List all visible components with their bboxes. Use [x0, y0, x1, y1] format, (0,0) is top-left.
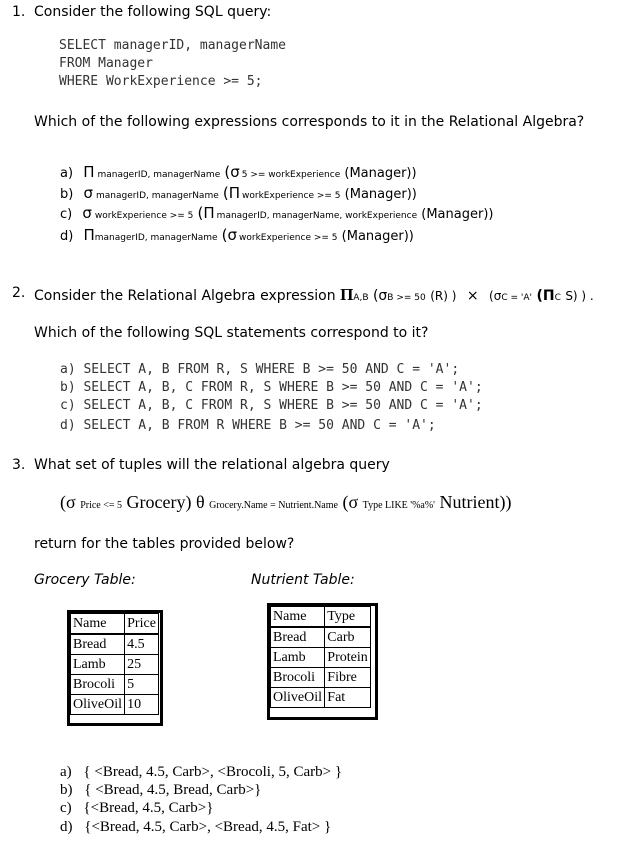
sigma-symbol: σ — [83, 184, 93, 202]
q1-option-b — [60, 184, 417, 202]
table-row — [271, 668, 371, 688]
selection-subscript-2: Type LIKE '%a%' — [362, 500, 435, 511]
selection-subscript: B >= 50 — [387, 293, 426, 303]
pi-symbol: Π — [83, 226, 95, 244]
sigma-symbol: (σ — [224, 163, 240, 181]
relation-text: (Manager)) — [341, 229, 414, 244]
q3-title: What set of tuples will the relational algebra query — [34, 457, 390, 473]
table-header-row — [271, 607, 371, 628]
q1-option-d — [60, 226, 414, 244]
relation-text: (Manager)) — [344, 187, 417, 202]
cell: Fat — [325, 688, 371, 708]
cell: Bread — [271, 627, 325, 648]
pi-symbol: (Π — [222, 184, 241, 202]
projection-subscript: workExperience >= 5 — [242, 191, 341, 201]
cell: OliveOil — [71, 695, 125, 715]
answer-text: {<Bread, 4.5, Carb>, <Bread, 4.5, Fat> } — [84, 819, 332, 835]
q2-option-a: a) SELECT A, B FROM R, S WHERE B >= 50 AND C = 'A'; — [60, 362, 460, 377]
cell: 25 — [125, 655, 159, 675]
selection-subscript: 5 >= workExperience — [241, 170, 341, 180]
projection-subscript-2: C — [554, 293, 561, 303]
table-header-row — [71, 614, 159, 635]
selection-subscript: Price <= 5 — [80, 500, 123, 511]
grocery-table-label: Grocery Table: — [34, 572, 136, 588]
q1-sql-line-1: SELECT managerID, managerName — [59, 38, 286, 53]
pi-symbol: Π — [340, 285, 354, 304]
join-subscript: Grocery.Name = Nutrient.Name — [209, 500, 338, 511]
q1-option-c — [60, 204, 493, 222]
cell: 5 — [125, 675, 159, 695]
sigma-symbol-2: (σ — [342, 492, 359, 512]
answer-label: b) — [60, 782, 73, 798]
q3-number: 3. — [12, 457, 26, 473]
selection-subscript: workExperience >= 5 — [239, 233, 338, 243]
table-row — [71, 655, 159, 675]
relation-nutrient: Nutrient)) — [439, 492, 512, 512]
pi-symbol: (Π — [197, 204, 215, 222]
cell: Bread — [71, 634, 125, 655]
cell: Fibre — [325, 668, 371, 688]
table-row — [71, 695, 159, 715]
q2-option-d: d) SELECT A, B FROM R WHERE B >= 50 AND C = 'A'; — [60, 418, 436, 433]
cell: OliveOil — [271, 688, 325, 708]
table-row — [271, 627, 371, 648]
projection-subscript: managerID, managerName, workExperience — [216, 211, 418, 221]
option-label: d) — [60, 229, 74, 244]
projection-subscript: managerID, managerName — [94, 233, 218, 243]
table-row — [271, 688, 371, 708]
q2-title: Consider the Relational Algebra expression — [34, 288, 336, 304]
header-type: Type — [325, 607, 371, 628]
q1-question: Which of the following expressions corresponds to it in the Relational Algebra? — [34, 114, 585, 130]
answer-label: d) — [60, 819, 73, 835]
q1-sql-line-3: WHERE WorkExperience >= 5; — [59, 74, 263, 89]
cell: Protein — [325, 648, 371, 668]
table-row — [271, 648, 371, 668]
q3-return-text: return for the tables provided below? — [34, 536, 295, 552]
q3-answer-b — [60, 782, 261, 799]
projection-subscript: A,B — [353, 293, 369, 303]
pi-symbol: Π — [83, 163, 95, 181]
q2-question: Which of the following SQL statements correspond to it? — [34, 325, 429, 341]
selection-subscript: managerID, managerName — [95, 191, 219, 201]
nutrient-table — [270, 606, 371, 708]
nutrient-table-label: Nutrient Table: — [251, 572, 355, 588]
table-row — [71, 675, 159, 695]
relation-text: (Manager)) — [344, 166, 417, 181]
q2-number: 2. — [12, 285, 26, 301]
header-name: Name — [271, 607, 325, 628]
cell: Brocoli — [271, 668, 325, 688]
projection-subscript: managerID, managerName — [97, 170, 221, 180]
answer-label: c) — [60, 800, 72, 816]
selection-subscript-2: C = 'A' — [501, 293, 532, 303]
answer-label: a) — [60, 764, 72, 780]
q2-option-c: c) SELECT A, B, C FROM R, S WHERE B >= 50 AND C = 'A'; — [60, 398, 483, 413]
q3-answer-a — [60, 764, 342, 781]
q3-answer-c — [60, 800, 213, 817]
q2-expression-line — [34, 285, 594, 305]
header-name: Name — [71, 614, 125, 635]
cell: 4.5 — [125, 634, 159, 655]
cell: Brocoli — [71, 675, 125, 695]
cell: Carb — [325, 627, 371, 648]
option-label: a) — [60, 166, 74, 181]
grocery-table — [70, 613, 159, 715]
q1-title: Consider the following SQL query: — [34, 4, 272, 20]
theta-symbol: θ — [196, 492, 205, 512]
sigma-symbol-2: (σ — [489, 289, 502, 303]
cell: Lamb — [271, 648, 325, 668]
q2-option-b: b) SELECT A, B, C FROM R, S WHERE B >= 50 AND C = 'A'; — [60, 380, 483, 395]
cross-product-symbol: × — [466, 288, 479, 304]
q1-sql-line-2: FROM Manager — [59, 56, 153, 71]
table-row — [71, 634, 159, 655]
answer-text: {<Bread, 4.5, Carb>} — [83, 800, 214, 816]
relation-s: S) ) . — [565, 289, 594, 303]
option-label: b) — [60, 187, 74, 202]
option-label: c) — [60, 207, 73, 222]
q1-option-a — [60, 163, 417, 181]
cell: 10 — [125, 695, 159, 715]
relation-grocery: Grocery) — [126, 492, 192, 512]
sigma-symbol: σ — [82, 204, 92, 222]
header-price: Price — [125, 614, 159, 635]
q1-number: 1. — [12, 4, 26, 20]
relation-r: (R) ) — [430, 289, 457, 303]
answer-text: { <Bread, 4.5, Bread, Carb>} — [84, 782, 262, 798]
sigma-symbol: (σ — [372, 288, 388, 304]
sigma-symbol: (σ — [60, 492, 76, 512]
cell: Lamb — [71, 655, 125, 675]
pi-symbol-2: (Π — [536, 288, 555, 304]
answer-text: { <Bread, 4.5, Carb>, <Brocoli, 5, Carb> } — [83, 764, 343, 780]
q3-answer-d — [60, 819, 331, 836]
q3-query — [60, 492, 511, 513]
selection-subscript: workExperience >= 5 — [94, 211, 194, 221]
relation-text: (Manager)) — [421, 207, 494, 222]
sigma-symbol: (σ — [221, 226, 238, 244]
